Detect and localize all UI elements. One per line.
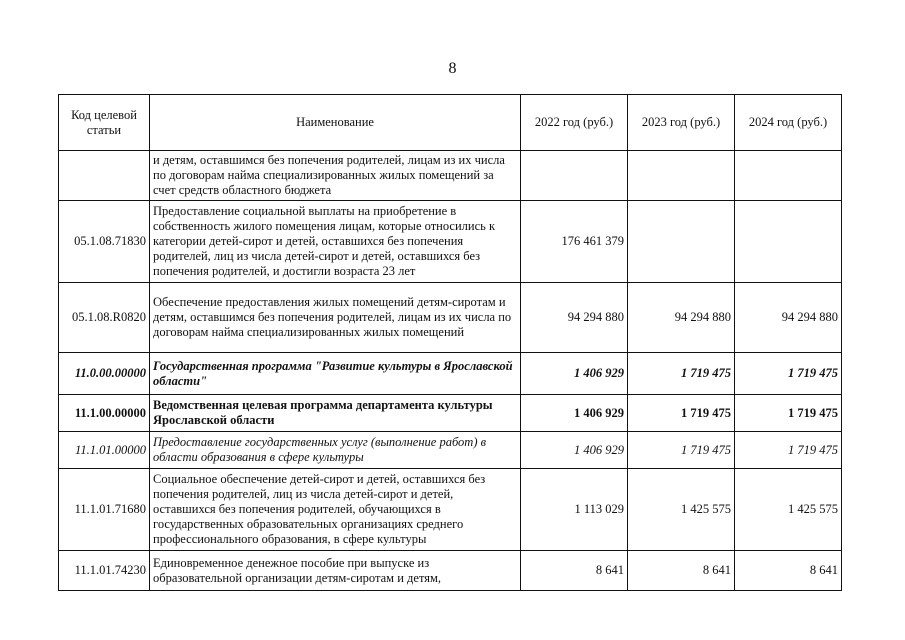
row-2022: 8 641 [521, 551, 628, 591]
row-2022: 1 406 929 [521, 395, 628, 432]
row-2022: 1 406 929 [521, 432, 628, 469]
row-name: Государственная программа "Развитие культуры в Ярославской области" [150, 353, 521, 395]
row-name: Ведомственная целевая программа департамента культуры Ярославской области [150, 395, 521, 432]
row-name: Социальное обеспечение детей-сирот и детей, оставшихся без попечения родителей, лиц из числа детей-сирот и детей, оставшихся без попечения родителей, обучающихся в государственных образовательных организациях среднего профессионального образования, в сфере культуры [150, 469, 521, 551]
row-code: 05.1.08.R0820 [59, 283, 150, 353]
header-2024: 2024 год (руб.) [735, 95, 842, 151]
table-row [59, 283, 842, 353]
row-2022: 176 461 379 [521, 201, 628, 283]
budget-table [58, 94, 842, 591]
row-code: 11.1.01.74230 [59, 551, 150, 591]
row-code: 11.1.01.71680 [59, 469, 150, 551]
row-2022: 94 294 880 [521, 283, 628, 353]
table-row [59, 551, 842, 591]
row-2023: 94 294 880 [628, 283, 735, 353]
table-row [59, 353, 842, 395]
row-code: 05.1.08.71830 [59, 201, 150, 283]
row-name: Единовременное денежное пособие при выпуске из образовательной организации детям-сиротам и детям, [150, 551, 521, 591]
row-2023: 1 425 575 [628, 469, 735, 551]
table-row [59, 201, 842, 283]
row-2022: 1 406 929 [521, 353, 628, 395]
row-2024: 1 719 475 [735, 432, 842, 469]
row-name: и детям, оставшимся без попечения родителей, лицам из их числа по договорам найма специализированных жилых помещений за счет средств областного бюджета [150, 151, 521, 201]
row-2024: 8 641 [735, 551, 842, 591]
row-code: 11.1.01.00000 [59, 432, 150, 469]
table-row [59, 395, 842, 432]
row-2024 [735, 151, 842, 201]
row-name: Предоставление социальной выплаты на приобретение в собственность жилого помещения лицам, которые относились к категории детей-сирот и детей, оставшихся без попечения родителей, лиц из числа детей-сирот и детей, оставшихся без попечения родителей, и достигли возраста 23 лет [150, 201, 521, 283]
row-name: Предоставление государственных услуг (выполнение работ) в области образования в сфере культуры [150, 432, 521, 469]
table-row [59, 432, 842, 469]
row-2023 [628, 151, 735, 201]
row-code: 11.1.00.00000 [59, 395, 150, 432]
row-2024: 1 719 475 [735, 395, 842, 432]
header-2022: 2022 год (руб.) [521, 95, 628, 151]
table-header-row [59, 95, 842, 151]
row-2024: 94 294 880 [735, 283, 842, 353]
table-row [59, 151, 842, 201]
row-2022 [521, 151, 628, 201]
row-2024: 1 719 475 [735, 353, 842, 395]
header-code: Код целевой статьи [59, 95, 150, 151]
row-code [59, 151, 150, 201]
page-number: 8 [448, 60, 457, 77]
row-2024 [735, 201, 842, 283]
row-2023 [628, 201, 735, 283]
header-2023: 2023 год (руб.) [628, 95, 735, 151]
row-2022: 1 113 029 [521, 469, 628, 551]
row-name: Обеспечение предоставления жилых помещений детям-сиротам и детям, оставшимся без попечения родителей, лицам из их числа по договорам найма специализированных жилых помещений [150, 283, 521, 353]
row-2023: 1 719 475 [628, 432, 735, 469]
row-2023: 1 719 475 [628, 395, 735, 432]
row-2023: 1 719 475 [628, 353, 735, 395]
table-row [59, 469, 842, 551]
row-code: 11.0.00.00000 [59, 353, 150, 395]
row-2024: 1 425 575 [735, 469, 842, 551]
row-2023: 8 641 [628, 551, 735, 591]
header-name: Наименование [150, 95, 521, 151]
